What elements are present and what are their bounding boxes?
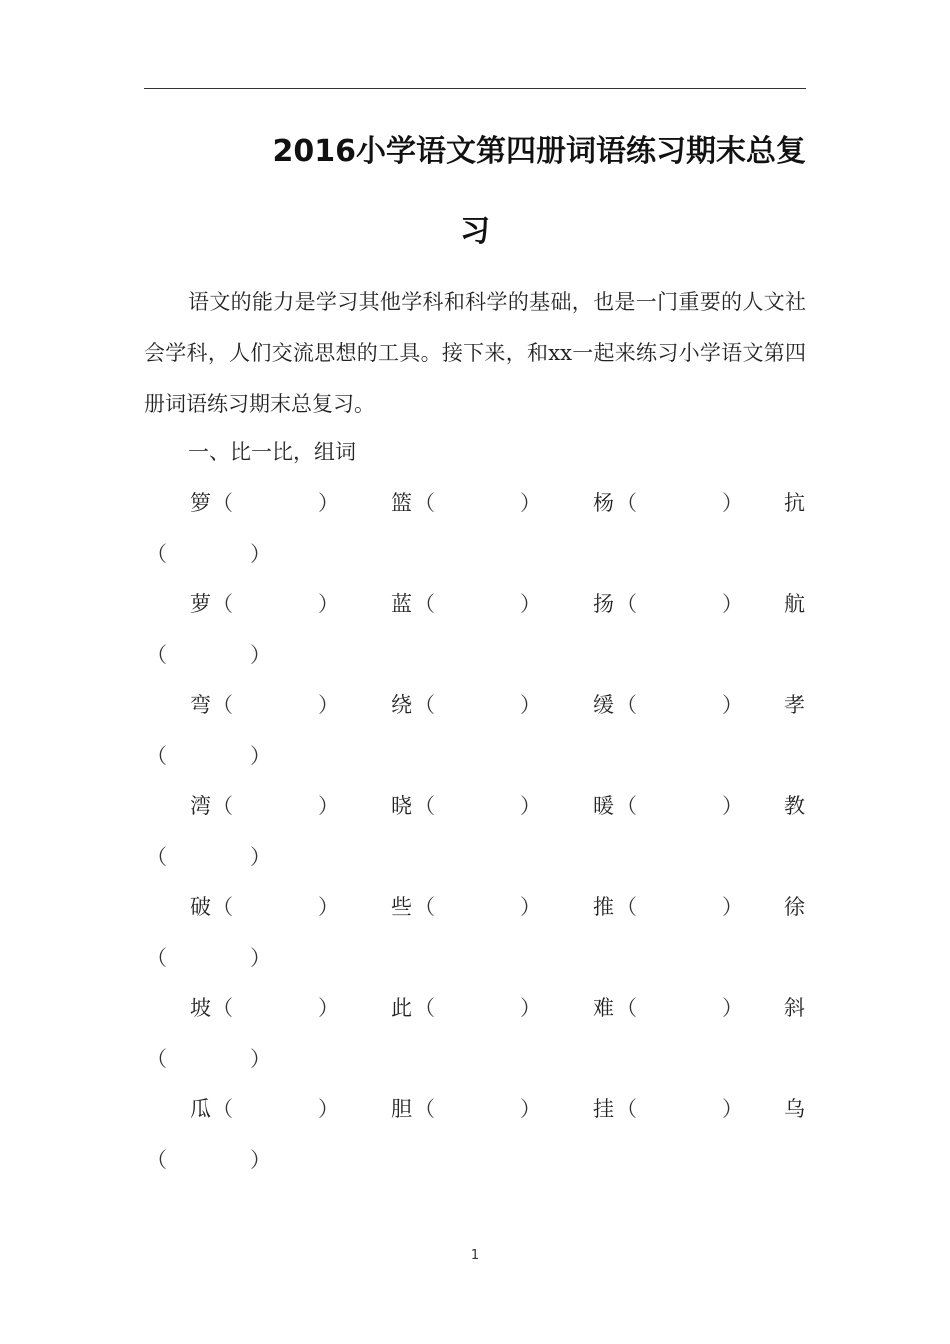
- open-paren: （: [146, 1148, 167, 1172]
- close-paren: ）: [520, 794, 541, 818]
- exercise-character: 挂: [593, 1097, 614, 1121]
- exercise-character: 孝: [784, 693, 805, 717]
- close-paren: ）: [722, 1097, 743, 1121]
- exercise-row: [0, 1094, 950, 1184]
- exercise-character: 蓝: [391, 592, 412, 616]
- document-title-line-1: 2016小学语文第四册词语练习期末总复: [272, 134, 806, 169]
- close-paren: ）: [520, 592, 541, 616]
- open-paren: （: [414, 592, 435, 616]
- open-paren: （: [212, 895, 233, 919]
- close-paren: ）: [722, 996, 743, 1020]
- open-paren: （: [414, 895, 435, 919]
- close-paren: ）: [318, 491, 339, 515]
- exercise-character: 暖: [593, 794, 614, 818]
- open-paren: （: [212, 996, 233, 1020]
- exercise-character: 瓜: [190, 1097, 211, 1121]
- exercise-character: 晓: [391, 794, 412, 818]
- header-rule: [144, 88, 806, 89]
- close-paren: ）: [722, 895, 743, 919]
- exercise-character: 斜: [784, 996, 805, 1020]
- exercise-character: 杨: [593, 491, 614, 515]
- close-paren: ）: [722, 794, 743, 818]
- close-paren: ）: [318, 592, 339, 616]
- exercise-row: [0, 993, 950, 1083]
- open-paren: （: [146, 542, 167, 566]
- exercise-character: 扬: [593, 592, 614, 616]
- section-heading: 一、比一比，组词: [188, 440, 356, 464]
- close-paren: ）: [318, 996, 339, 1020]
- exercise-character: 萝: [190, 592, 211, 616]
- exercise-character: 些: [391, 895, 412, 919]
- open-paren: （: [616, 996, 637, 1020]
- close-paren: ）: [250, 744, 271, 768]
- close-paren: ）: [520, 1097, 541, 1121]
- open-paren: （: [212, 1097, 233, 1121]
- exercise-row: [0, 690, 950, 780]
- close-paren: ）: [520, 491, 541, 515]
- exercise-row: [0, 589, 950, 679]
- exercise-character: 缓: [593, 693, 614, 717]
- exercise-character: 湾: [190, 794, 211, 818]
- exercise-row: [0, 892, 950, 982]
- exercise-row: [0, 488, 950, 578]
- exercise-character: 弯: [190, 693, 211, 717]
- open-paren: （: [616, 491, 637, 515]
- exercise-character: 教: [784, 794, 805, 818]
- open-paren: （: [146, 1047, 167, 1071]
- close-paren: ）: [520, 996, 541, 1020]
- open-paren: （: [146, 643, 167, 667]
- close-paren: ）: [722, 693, 743, 717]
- exercise-character: 此: [391, 996, 412, 1020]
- close-paren: ）: [250, 1047, 271, 1071]
- open-paren: （: [212, 794, 233, 818]
- close-paren: ）: [318, 1097, 339, 1121]
- close-paren: ）: [250, 845, 271, 869]
- exercise-character: 坡: [190, 996, 211, 1020]
- open-paren: （: [146, 845, 167, 869]
- open-paren: （: [146, 744, 167, 768]
- close-paren: ）: [250, 542, 271, 566]
- open-paren: （: [414, 794, 435, 818]
- open-paren: （: [414, 996, 435, 1020]
- open-paren: （: [616, 895, 637, 919]
- exercise-character: 破: [190, 895, 211, 919]
- exercise-character: 推: [593, 895, 614, 919]
- page-number: 1: [470, 1248, 480, 1263]
- close-paren: ）: [318, 794, 339, 818]
- close-paren: ）: [318, 895, 339, 919]
- close-paren: ）: [250, 1148, 271, 1172]
- exercise-row: [0, 791, 950, 881]
- open-paren: （: [616, 592, 637, 616]
- exercise-character: 绕: [391, 693, 412, 717]
- open-paren: （: [414, 1097, 435, 1121]
- close-paren: ）: [722, 491, 743, 515]
- close-paren: ）: [520, 895, 541, 919]
- exercise-character: 胆: [391, 1097, 412, 1121]
- exercise-character: 抗: [784, 491, 805, 515]
- exercise-character: 箩: [190, 491, 211, 515]
- exercise-character: 难: [593, 996, 614, 1020]
- intro-paragraph: 语文的能力是学习其他学科和科学的基础，也是一门重要的人文社会学科，人们交流思想的工具。接下来，和xx一起来练习小学语文第四册词语练习期末总复习。: [144, 290, 806, 416]
- close-paren: ）: [520, 693, 541, 717]
- open-paren: （: [212, 693, 233, 717]
- open-paren: （: [414, 491, 435, 515]
- open-paren: （: [616, 693, 637, 717]
- close-paren: ）: [722, 592, 743, 616]
- exercise-character: 航: [784, 592, 805, 616]
- open-paren: （: [212, 491, 233, 515]
- exercise-character: 徐: [784, 895, 805, 919]
- open-paren: （: [616, 794, 637, 818]
- open-paren: （: [616, 1097, 637, 1121]
- exercise-character: 篮: [391, 491, 412, 515]
- close-paren: ）: [250, 643, 271, 667]
- exercise-character: 乌: [784, 1097, 805, 1121]
- open-paren: （: [414, 693, 435, 717]
- close-paren: ）: [318, 693, 339, 717]
- close-paren: ）: [250, 946, 271, 970]
- open-paren: （: [212, 592, 233, 616]
- document-title-line-2: 习: [460, 214, 490, 249]
- open-paren: （: [146, 946, 167, 970]
